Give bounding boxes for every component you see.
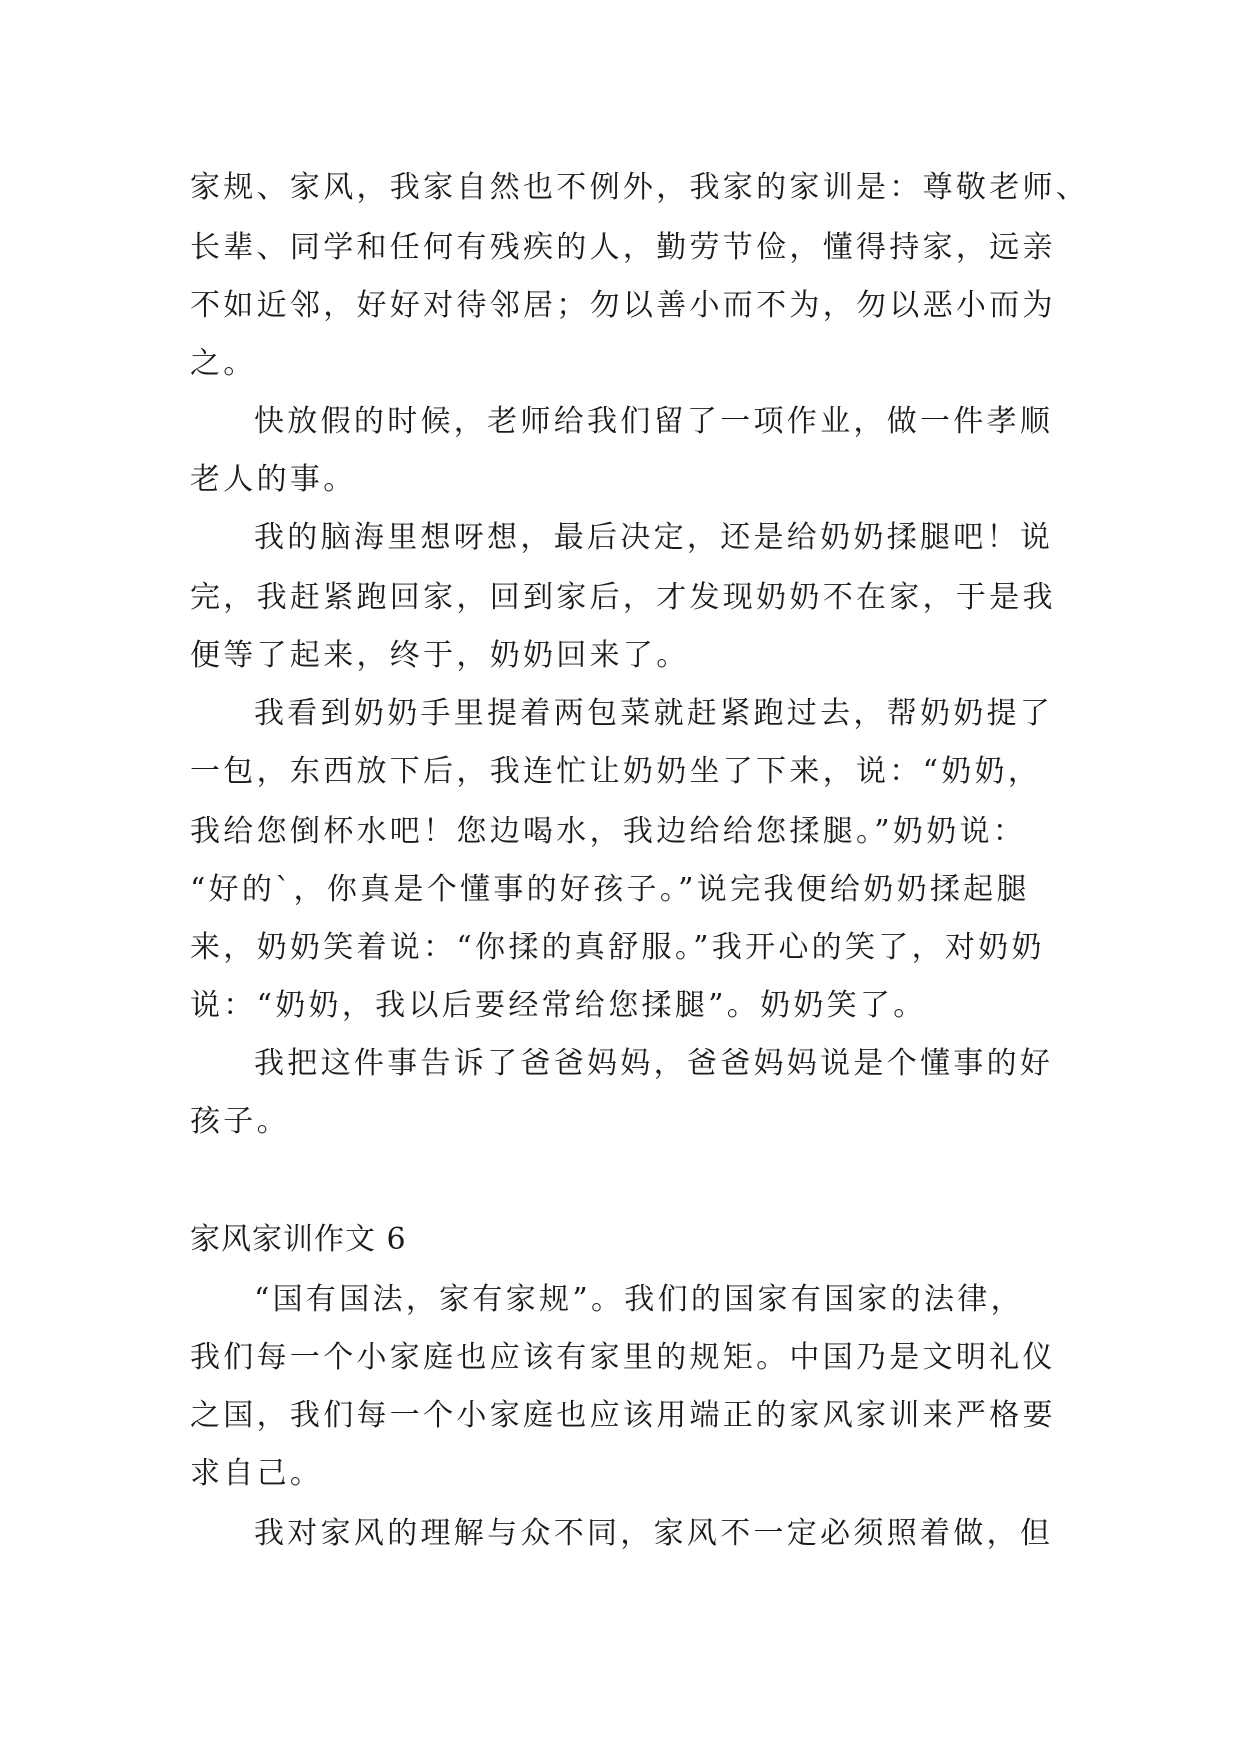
text-line: 孩子。 bbox=[190, 1104, 290, 1139]
text-line: 完，我赶紧跑回家，回到家后，才发现奶奶不在家，于是我 bbox=[190, 580, 1056, 615]
text-line: 一包，东西放下后，我连忙让奶奶坐了下来，说：“奶奶， bbox=[190, 754, 1042, 789]
text-line: 不如近邻，好好对待邻居；勿以善小而不为，勿以恶小而为 bbox=[190, 288, 1056, 323]
text-line: 之国，我们每一个小家庭也应该用端正的家风家训来严格要 bbox=[190, 1398, 1056, 1433]
section-heading: 家风家训作文 6 bbox=[190, 1222, 407, 1257]
text-line: 老人的事。 bbox=[190, 462, 357, 497]
text-line: 我的脑海里想呀想，最后决定，还是给奶奶揉腿吧！说 bbox=[254, 520, 1054, 555]
text-line: 我们每一个小家庭也应该有家里的规矩。中国乃是文明礼仪 bbox=[190, 1340, 1056, 1375]
text-line: 来，奶奶笑着说：“你揉的真舒服。”我开心的笑了，对奶奶 bbox=[190, 930, 1045, 965]
text-line: 我把这件事告诉了爸爸妈妈，爸爸妈妈说是个懂事的好 bbox=[254, 1046, 1054, 1081]
text-line: 长辈、同学和任何有残疾的人，勤劳节俭，懂得持家，远亲 bbox=[190, 230, 1056, 265]
text-line: 我对家风的理解与众不同，家风不一定必须照着做，但 bbox=[254, 1516, 1054, 1551]
text-line: 便等了起来，终于，奶奶回来了。 bbox=[190, 638, 690, 673]
text-line: 之。 bbox=[190, 346, 257, 381]
text-line: 说：“奶奶，我以后要经常给您揉腿”。奶奶笑了。 bbox=[190, 988, 927, 1023]
text-line: 家规、家风，我家自然也不例外，我家的家训是：尊敬老师、 bbox=[190, 170, 1090, 205]
text-line: 求自己。 bbox=[190, 1456, 324, 1491]
text-line: 我给您倒杯水吧！您边喝水，我边给给您揉腿。”奶奶说： bbox=[190, 814, 1027, 849]
text-line: 我看到奶奶手里提着两包菜就赶紧跑过去，帮奶奶提了 bbox=[254, 696, 1054, 731]
text-line: 快放假的时候，老师给我们留了一项作业，做一件孝顺 bbox=[254, 404, 1054, 439]
text-line: “好的`，你真是个懂事的好孩子。”说完我便给奶奶揉起腿 bbox=[190, 872, 1030, 907]
text-line: “国有国法，家有家规”。我们的国家有国家的法律， bbox=[254, 1282, 1024, 1317]
